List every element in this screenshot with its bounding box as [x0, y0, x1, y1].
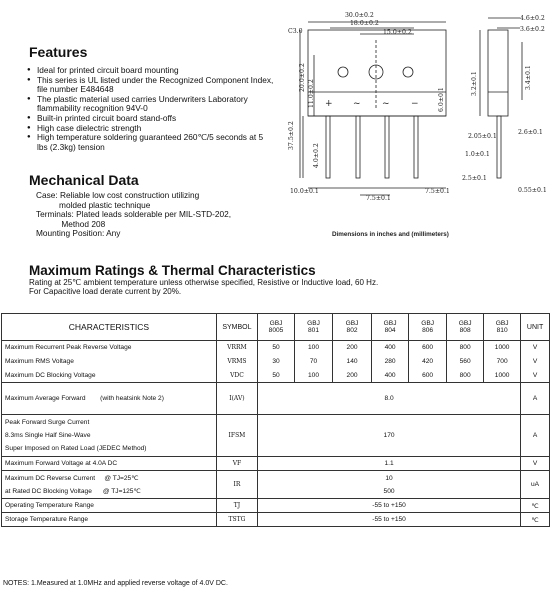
lead-3	[385, 116, 389, 178]
mechanical-title: Mechanical Data	[29, 172, 139, 188]
row-symbol: TSTG	[216, 513, 257, 527]
dim-2-6: 2.6±0.1	[518, 129, 543, 136]
feature-item: ● High case dielectric strength	[25, 124, 275, 134]
mech-line: molded plastic technique	[36, 199, 151, 210]
mount-hole-right	[403, 67, 413, 77]
row-value: 1.1	[258, 457, 521, 471]
header-part: GBJ 804	[372, 314, 409, 341]
ratings-title: Maximum Ratings & Thermal Characteristics	[29, 263, 316, 278]
header-part: GBJ 810	[484, 314, 521, 341]
table-row: Maximum RMS Voltage VRMS 30 70 140 280 420 560 700 V	[2, 355, 550, 369]
pin-plus: +	[325, 99, 333, 109]
dim-7-5b: 7.5±0.1	[425, 188, 450, 195]
dim-c3: C3.0	[288, 28, 303, 35]
row-value: 170	[258, 415, 521, 457]
dim-20: 20.0±0.2	[299, 63, 306, 92]
row-unit: ℃	[521, 513, 550, 527]
dim-7-5a: 7.5±0.1	[366, 195, 391, 202]
dim-15: 15.0±0.2	[383, 29, 412, 36]
table-row: Maximum Recurrent Peak Reverse Voltage VRRM 50 100 200 400 600 800 1000 V	[2, 341, 550, 355]
dim-4-6: 4.6±0.2	[520, 15, 545, 22]
feature-item: ● High temperature soldering guaranteed 260℃/5 seconds at 5 lbs (2.3kg) tension	[25, 133, 275, 152]
header-symbol: SYMBOL	[216, 314, 257, 341]
feature-item: ● Built-in printed circuit board stand-offs	[25, 114, 275, 124]
dim-2-5: 2.5±0.1	[462, 175, 487, 182]
ratings-note-1: Rating at 25℃ ambient temperature unless otherwise specified, Resistive or Inductive load, 60 Hz.	[29, 278, 379, 287]
row-unit: V	[521, 355, 550, 369]
row-unit: A	[521, 415, 550, 457]
lead-4	[414, 116, 418, 178]
row-symbol: IFSM	[216, 415, 257, 457]
row-label: Maximum Recurrent Peak Reverse Voltage	[2, 341, 217, 355]
dim-37-5: 37.5±0.2	[288, 121, 295, 150]
header-characteristics: CHARACTERISTICS	[2, 314, 217, 341]
dim-30: 30.0±0.2	[345, 12, 374, 19]
table-row: Maximum DC Blocking Voltage VDC 50 100 200 400 600 800 1000 V	[2, 369, 550, 383]
header-part: GBJ 802	[333, 314, 372, 341]
pin-minus: −	[411, 99, 419, 109]
dim-3-2: 3.2±0.1	[471, 71, 478, 96]
row-unit: V	[521, 457, 550, 471]
row-label: Maximum DC Blocking Voltage	[2, 369, 217, 383]
row-unit: V	[521, 341, 550, 355]
row-symbol: VRRM	[216, 341, 257, 355]
notes: NOTES: 1.Measured at 1.0MHz and applied reverse voltage of 4.0V DC.	[3, 580, 228, 587]
side-view-lead	[497, 116, 501, 178]
row-unit: uA	[521, 471, 550, 499]
dim-10: 10.0±0.1	[290, 188, 319, 195]
dim-6: 6.0±0.1	[438, 87, 445, 112]
ratings-notes	[29, 278, 378, 296]
row-unit: A	[521, 383, 550, 415]
feature-item: ● Ideal for printed circuit board mounting	[25, 66, 275, 76]
row-label: Maximum Forward Voltage at 4.0A DC	[2, 457, 217, 471]
dim-4: 4.0±0.2	[313, 143, 320, 168]
row-label: Maximum RMS Voltage	[2, 355, 217, 369]
dim-0-55: 0.55±0.1	[518, 187, 547, 194]
features-title: Features	[29, 44, 88, 60]
row-label: Maximum Average Forward (with heatsink Note 2)	[2, 383, 217, 415]
row-unit: V	[521, 369, 550, 383]
mech-line: Case: Reliable low cost construction utilizing	[36, 190, 200, 200]
side-view-body	[488, 30, 508, 116]
table-row	[2, 513, 550, 527]
row-label: Maximum DC Reverse Current @ TJ=25℃ at Rated DC Blocking Voltage @ TJ=125℃	[2, 471, 217, 499]
row-symbol: VRMS	[216, 355, 257, 369]
row-symbol: TJ	[216, 499, 257, 513]
header-part: GBJ 808	[447, 314, 484, 341]
row-label: Peak Forward Surge Current 8.3ms Single Half Sine-Wave Super Imposed on Rated Load (JEDEC Method)	[2, 415, 217, 457]
table-row	[2, 383, 550, 415]
row-symbol: IR	[216, 471, 257, 499]
table-row	[2, 499, 550, 513]
header-part: GBJ 806	[409, 314, 447, 341]
pin-ac-1: ~	[353, 99, 361, 109]
header-part: GBJ 8005	[258, 314, 295, 341]
dim-3-4: 3.4±0.1	[525, 65, 532, 90]
row-value: 10 500	[258, 471, 521, 499]
dim-1: 1.0±0.1	[465, 151, 490, 158]
mech-line: Method 208	[36, 218, 106, 229]
row-symbol: I(AV)	[216, 383, 257, 415]
dim-3-6: 3.6±0.2	[520, 26, 545, 33]
lead-1	[326, 116, 330, 178]
pin-ac-2: ~	[382, 99, 390, 109]
drawing-caption: Dimensions in inches and (millimeters)	[332, 231, 449, 238]
dim-11: 11.0±0.2	[308, 79, 315, 108]
package-drawing	[0, 0, 554, 245]
ratings-note-2: For Capacitive load derate current by 20%.	[29, 287, 182, 296]
mech-line: Terminals: Plated leads solderable per MIL-STD-202,	[36, 209, 232, 220]
row-label: Storage Temperature Range	[2, 513, 217, 527]
table-row	[2, 415, 550, 457]
lead-2	[356, 116, 360, 178]
table-header-row	[2, 314, 550, 341]
table-row	[2, 471, 550, 499]
row-unit: ℃	[521, 499, 550, 513]
header-part: GBJ 801	[295, 314, 333, 341]
feature-item: ● The plastic material used carries Underwriters Laboratory flammability recognition 94V-0	[25, 95, 275, 114]
dim-18: 18.0±0.2	[350, 20, 379, 27]
row-symbol: VF	[216, 457, 257, 471]
row-value: -55 to +150	[258, 499, 521, 513]
row-value: -55 to +150	[258, 513, 521, 527]
ratings-table	[1, 313, 550, 527]
row-label: Operating Temperature Range	[2, 499, 217, 513]
feature-item: ● This series is UL listed under the Recognized Component Index, file number E484648	[25, 76, 275, 95]
mech-line: Mounting Position: Any	[36, 228, 121, 239]
table-row	[2, 457, 550, 471]
row-value: 8.0	[258, 383, 521, 415]
mount-hole-left	[338, 67, 348, 77]
dim-2-05: 2.05±0.1	[468, 133, 497, 140]
header-unit: UNIT	[521, 314, 550, 341]
row-symbol: VDC	[216, 369, 257, 383]
